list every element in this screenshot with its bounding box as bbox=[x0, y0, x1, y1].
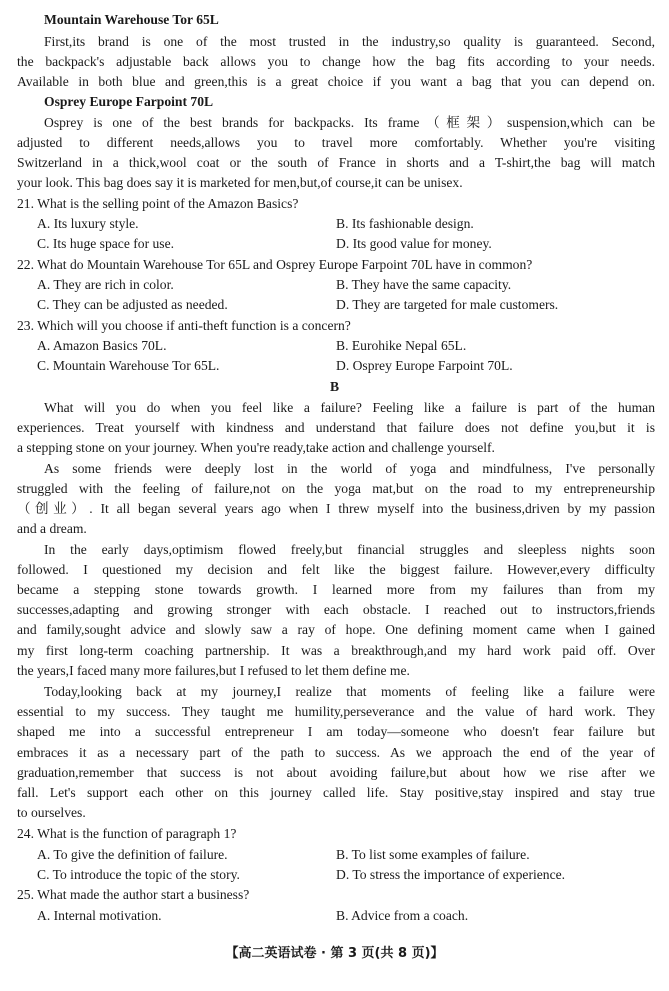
question-stem-23: 23. Which will you choose if anti-theft function is a concern? bbox=[17, 318, 351, 333]
page-footer: 【高二英语试卷 · 第 3 页(共 8 页)】 bbox=[225, 946, 444, 961]
question-stem-25: 25. What made the author start a business? bbox=[17, 887, 250, 902]
question-stem-24: 24. What is the function of paragraph 1? bbox=[17, 826, 237, 841]
question-stem-22: 22. What do Mountain Warehouse Tor 65L and Osprey Europe Farpoint 70L have in common? bbox=[17, 257, 533, 272]
passage-line: the backpack's adjustable back allows you to change how the bag fits according to your needs. bbox=[17, 54, 655, 69]
passage-line: adjusted to different needs,allows you to travel more comfortably. Whether you're visiting bbox=[17, 135, 655, 150]
passage-line: Available in both blue and green,this is a great choice if you want a bag that you can depend on. bbox=[17, 74, 655, 89]
passage-line: Switzerland in a thick,wool coat or the south of France in shorts and a T-shirt,the bag will match bbox=[17, 155, 655, 170]
heading-mountain-warehouse: Mountain Warehouse Tor 65L bbox=[44, 12, 219, 27]
passage-line: shaped me into a successful entrepreneur I am today—someone who doesn't fear failure but bbox=[17, 724, 655, 739]
q24-option-c[interactable]: C. To introduce the topic of the story. bbox=[37, 867, 240, 882]
passage-line: （创业）. It all began several years ago when I threw myself into the business,driven by my passion bbox=[17, 501, 655, 516]
passage-line: embraces it as a necessary part of the path to success. As we approach the end of the year of bbox=[17, 745, 655, 760]
q21-option-d[interactable]: D. Its good value for money. bbox=[336, 236, 492, 251]
passage-line: successes,adapting and growing stronger with each obstacle. I reached out to instructors,friends bbox=[17, 602, 655, 617]
q25-option-b[interactable]: B. Advice from a coach. bbox=[336, 908, 469, 923]
passage-line: Today,looking back at my journey,I realize that moments of feeling like a failure were bbox=[44, 684, 655, 699]
passage-line: became a stepping stone towards growth. I learned more from my failures than from my bbox=[17, 582, 655, 597]
q22-option-b[interactable]: B. They have the same capacity. bbox=[336, 277, 512, 292]
section-b-label: B bbox=[329, 379, 340, 394]
question-stem-21: 21. What is the selling point of the Amazon Basics? bbox=[17, 196, 299, 211]
q21-option-a[interactable]: A. Its luxury style. bbox=[37, 216, 139, 231]
passage-line: the years,I faced many more failures,but I refused to let them define me. bbox=[17, 663, 410, 678]
q25-option-a[interactable]: A. Internal motivation. bbox=[37, 908, 162, 923]
q23-option-a[interactable]: A. Amazon Basics 70L. bbox=[37, 338, 167, 353]
passage-line: your look. This bag does say it is marketed for men,but,of course,it can be unisex. bbox=[17, 175, 463, 190]
q22-option-c[interactable]: C. They can be adjusted as needed. bbox=[37, 297, 228, 312]
q21-option-c[interactable]: C. Its huge space for use. bbox=[37, 236, 175, 251]
passage-line: my first long-term coaching partnership. It was a breakthrough,and my hard work paid off. Over bbox=[17, 643, 655, 658]
q21-option-b[interactable]: B. Its fashionable design. bbox=[336, 216, 474, 231]
passage-line: a stepping stone on your journey. When you're ready,take action and challenge yourself. bbox=[17, 440, 495, 455]
q24-option-b[interactable]: B. To list some examples of failure. bbox=[336, 847, 530, 862]
passage-line: What will you do when you feel like a failure? Feeling like a failure is part of the human bbox=[44, 400, 655, 415]
passage-line: to ourselves. bbox=[17, 805, 86, 820]
passage-line: Osprey is one of the best brands for backpacks. Its frame（框架）suspension,which can be bbox=[44, 115, 655, 130]
passage-line: First,its brand is one of the most trusted in the industry,so quality is guaranteed. Second, bbox=[44, 34, 655, 49]
q24-option-d[interactable]: D. To stress the importance of experience. bbox=[336, 867, 566, 882]
q22-option-d[interactable]: D. They are targeted for male customers. bbox=[336, 297, 559, 312]
q23-option-c[interactable]: C. Mountain Warehouse Tor 65L. bbox=[37, 358, 220, 373]
q23-option-d[interactable]: D. Osprey Europe Farpoint 70L. bbox=[336, 358, 513, 373]
q23-option-b[interactable]: B. Eurohike Nepal 65L. bbox=[336, 338, 467, 353]
passage-line: struggled with the feeling of failure,not on the yoga mat,but on the road to my entrepreneurship bbox=[17, 481, 655, 496]
passage-line: graduation,remember that success is not about avoiding failure,but about how we rise after we bbox=[17, 765, 655, 780]
passage-line: essential to my success. They taught me humility,perseverance and the value of hard work. They bbox=[17, 704, 655, 719]
q24-option-a[interactable]: A. To give the definition of failure. bbox=[37, 847, 228, 862]
passage-line: and family,sought advice and slowly saw a ray of hope. One defining moment came when I gained bbox=[17, 622, 655, 637]
passage-line: In the early days,optimism flowed freely,but financial struggles and sleepless nights soon bbox=[44, 542, 655, 557]
heading-osprey-farpoint: Osprey Europe Farpoint 70L bbox=[44, 94, 214, 109]
passage-line: fall. Let's support each other on this journey called life. Stay positive,stay inspired and stay true bbox=[17, 785, 655, 800]
passage-line: experiences. Treat yourself with kindness and understand that failure does not define you,but it is bbox=[17, 420, 655, 435]
passage-line: and a dream. bbox=[17, 521, 87, 536]
q22-option-a[interactable]: A. They are rich in color. bbox=[37, 277, 174, 292]
passage-line: As some friends were deeply lost in the world of yoga and mindfulness, I've personally bbox=[44, 461, 655, 476]
passage-line: followed. I questioned my decision and felt like the biggest failure. However,every difficulty bbox=[17, 562, 655, 577]
